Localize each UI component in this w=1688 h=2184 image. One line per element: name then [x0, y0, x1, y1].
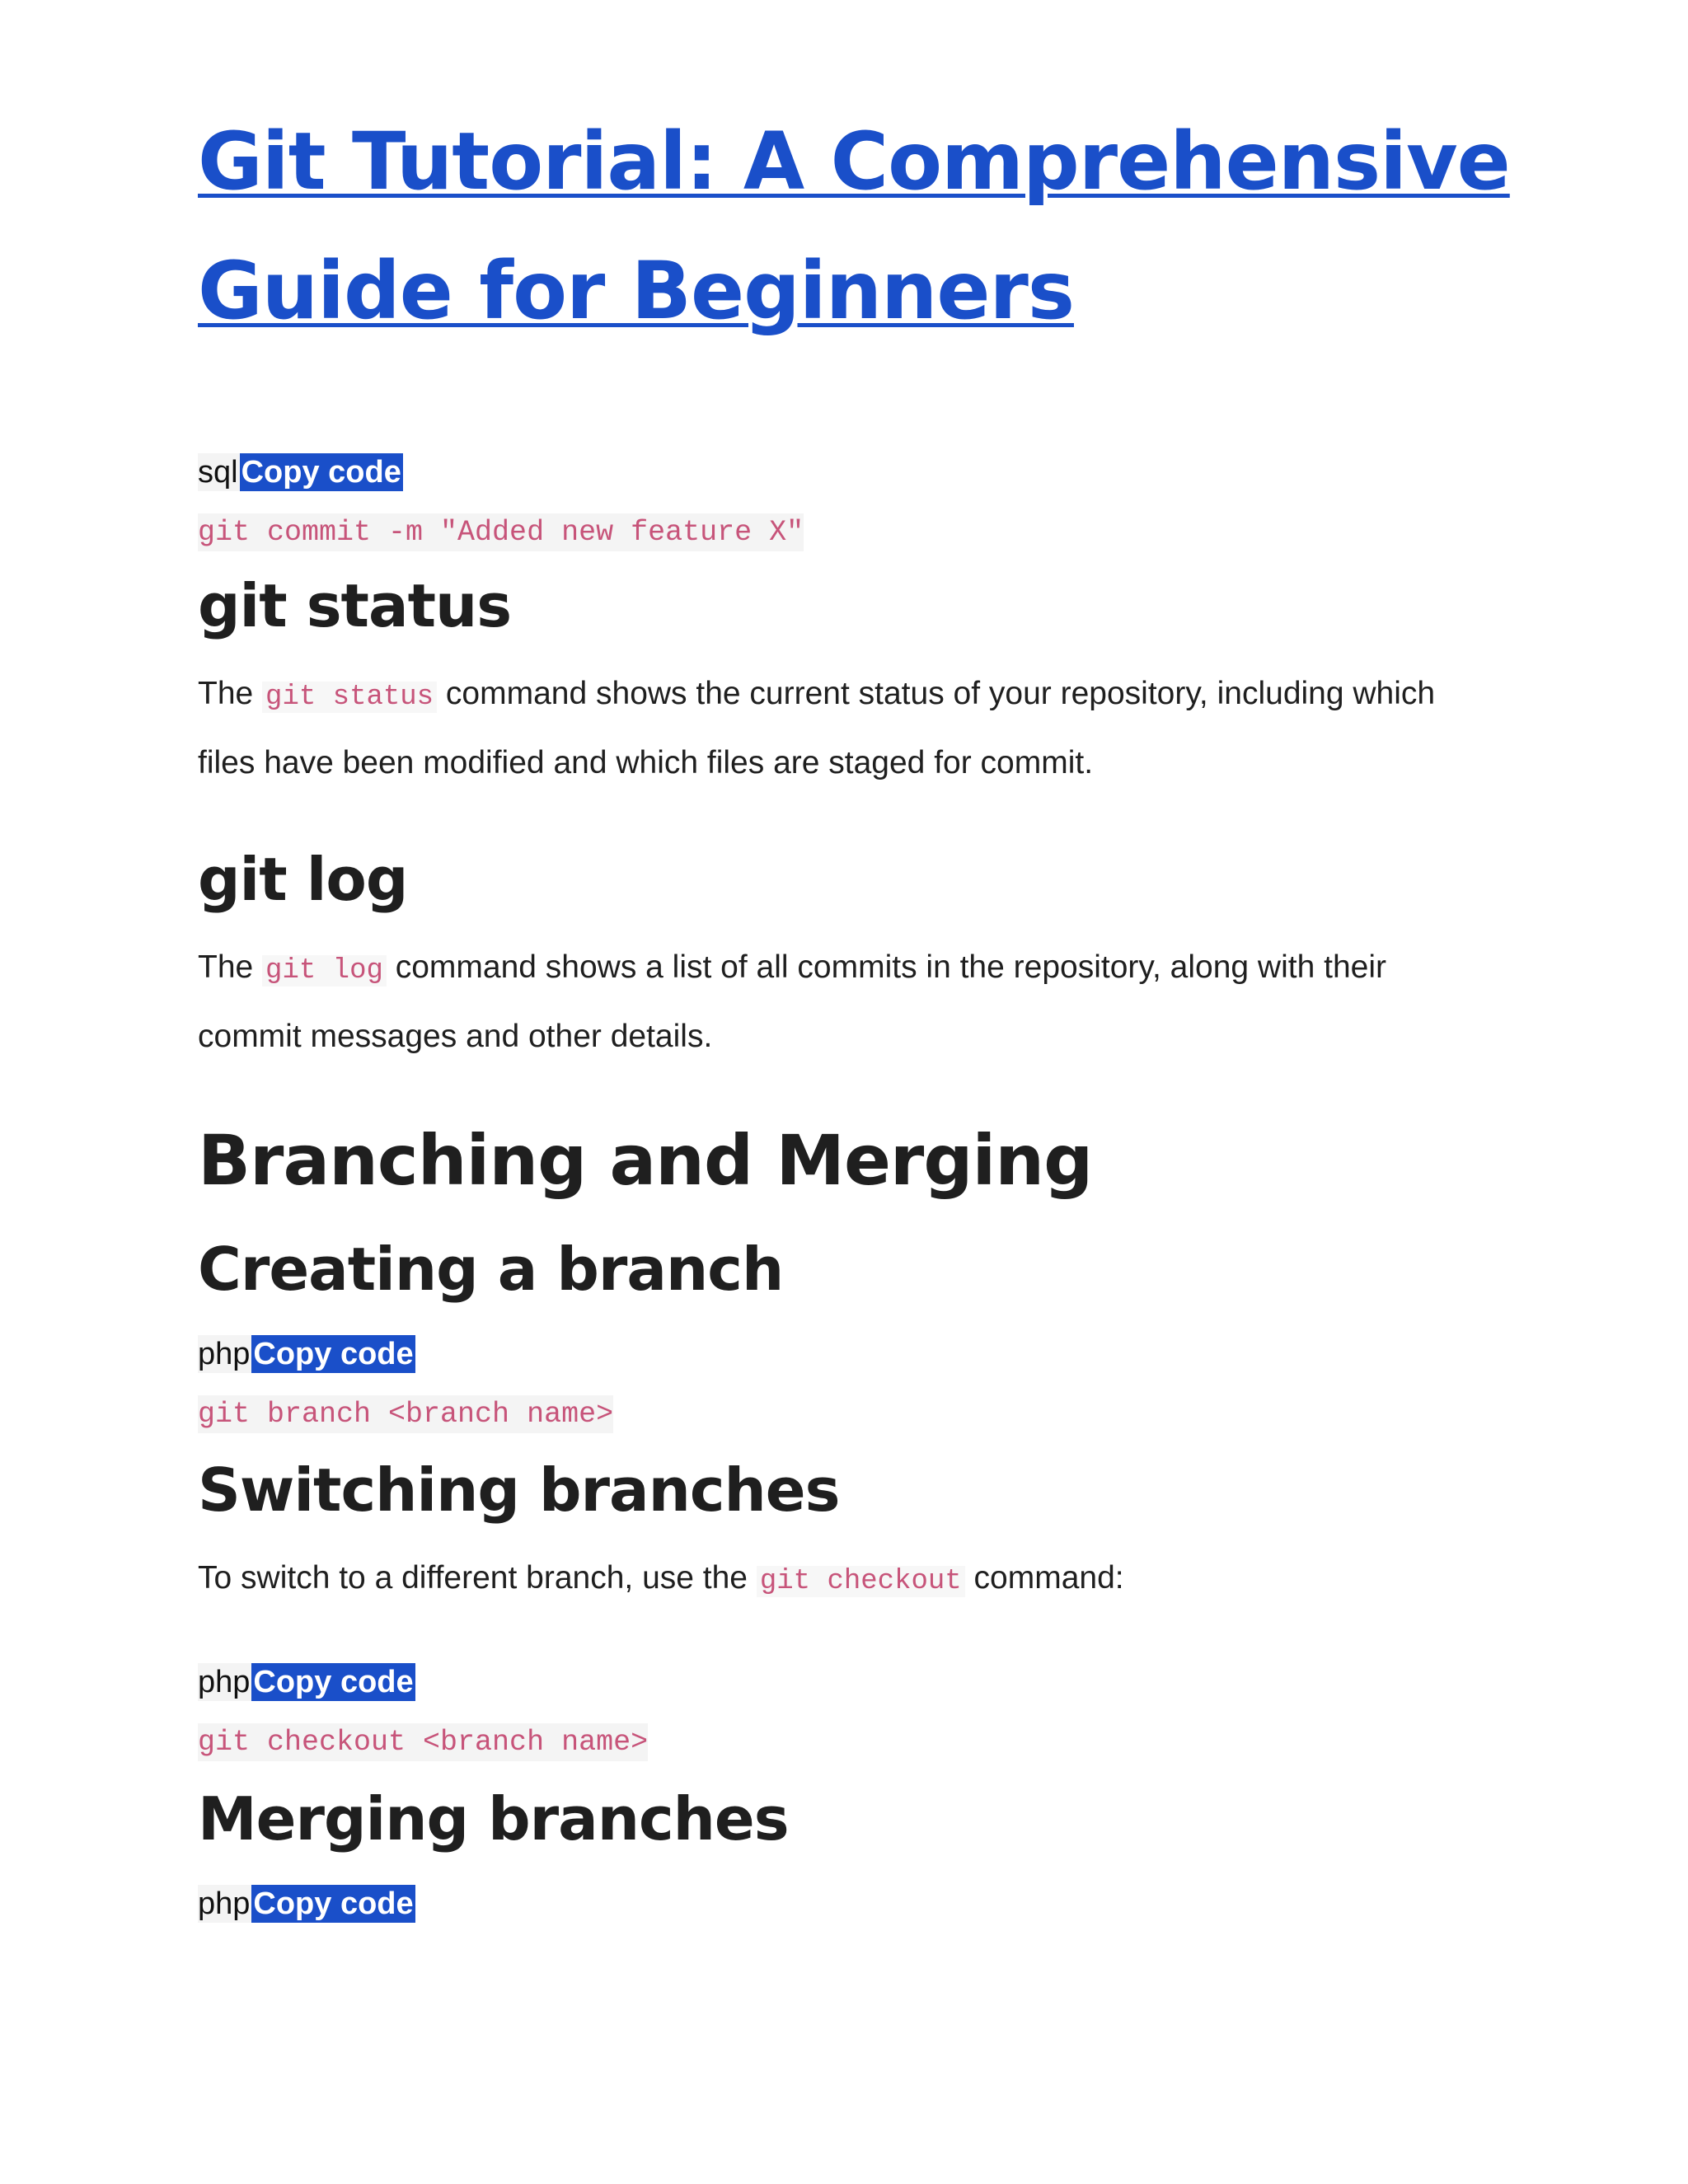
inline-code: git log	[262, 955, 387, 987]
copy-code-button[interactable]: Copy code	[241, 455, 401, 490]
code-block-header	[198, 453, 403, 491]
heading-git-status: git status	[198, 571, 512, 640]
paragraph-git-log	[198, 935, 1484, 1070]
paragraph-text: The	[198, 949, 263, 985]
paragraph-text: command shows a list of all commits in the repository, along with their commit messages and other details.	[198, 949, 1386, 1054]
heading-creating-a-branch: Creating a branch	[198, 1235, 784, 1304]
heading-branching-and-merging: Branching and Merging	[198, 1120, 1093, 1201]
paragraph-text: command:	[964, 1560, 1124, 1596]
page-title-link[interactable]: Git Tutorial: A Comprehensive Guide for Beginners	[198, 115, 1510, 337]
code-block-header	[198, 1663, 415, 1701]
copy-code-button[interactable]: Copy code	[253, 1337, 414, 1371]
code-language-label: php	[198, 1665, 251, 1699]
code-language-label: sql	[198, 455, 238, 490]
copy-code-button[interactable]: Copy code	[253, 1886, 414, 1921]
paragraph-text: command shows the current status of your repository, including which files have been modified and which files are staged for commit.	[198, 676, 1436, 780]
heading-switching-branches: Switching branches	[198, 1455, 840, 1525]
heading-merging-branches: Merging branches	[198, 1784, 789, 1854]
copy-code-button[interactable]: Copy code	[253, 1665, 414, 1699]
code-line: git checkout <branch name>	[198, 1723, 648, 1761]
paragraph-text: The	[198, 676, 263, 711]
code-line: git commit -m "Added new feature X"	[198, 513, 804, 551]
paragraph-switching	[198, 1545, 1484, 1615]
paragraph-text: To switch to a different branch, use the	[198, 1560, 757, 1596]
code-block-header	[198, 1885, 415, 1923]
inline-code: git status	[262, 682, 437, 713]
code-block-header	[198, 1335, 415, 1373]
code-line: git branch <branch name>	[198, 1395, 613, 1433]
inline-code: git checkout	[757, 1566, 965, 1597]
code-language-label: php	[198, 1337, 251, 1371]
paragraph-git-status	[198, 661, 1484, 796]
heading-git-log: git log	[198, 845, 408, 914]
code-language-label: php	[198, 1886, 251, 1921]
